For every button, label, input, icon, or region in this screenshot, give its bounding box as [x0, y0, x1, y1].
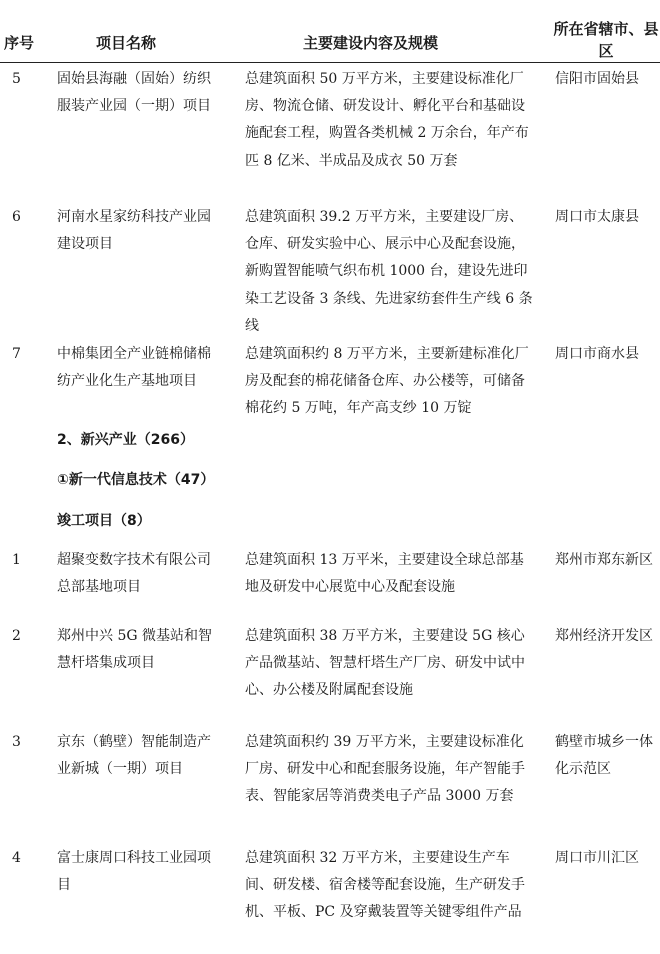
- table-header: [0, 0, 660, 63]
- row-name: 固始县海融（固始）纺织服装产业园（一期）项目: [57, 71, 211, 115]
- row-name: 河南水星家纺科技产业园建设项目: [57, 209, 211, 253]
- row-no: 4: [12, 850, 21, 866]
- row-location: 郑州经济开发区: [555, 628, 653, 644]
- row-content: 总建筑面积约 8 万平方米，主要新建标准化厂房及配套的棉花储备仓库、办公楼等，可储备棉花约 5 万吨，年产高支纱 10 万锭: [245, 346, 529, 417]
- section-heading-it: ①新一代信息技术（47）: [57, 472, 215, 488]
- row-location: 信阳市固始县: [555, 71, 639, 87]
- header-content: 主要建设内容及规模: [303, 34, 439, 52]
- row-name: 富士康周口科技工业园项目: [57, 850, 211, 894]
- section-heading-completed: 竣工项目（8）: [57, 513, 151, 529]
- row-location: 周口市太康县: [555, 209, 639, 225]
- row-name: 郑州中兴 5G 微基站和智慧杆塔集成项目: [57, 628, 212, 672]
- section-heading-industry: 2、新兴产业（266）: [57, 432, 194, 448]
- row-no: 7: [12, 346, 21, 362]
- row-name: 超聚变数字技术有限公司总部基地项目: [57, 552, 211, 596]
- row-no: 6: [12, 209, 21, 225]
- row-content: 总建筑面积 50 万平方米，主要建设标准化厂房、物流仓储、研发设计、孵化平台和基础设施配套工程，购置各类机械 2 万余台，年产布匹 8 亿米、半成品及成衣 50 万套: [245, 71, 529, 169]
- row-no: 2: [12, 628, 21, 644]
- row-content: 总建筑面积 13 万平米，主要建设全球总部基地及研发中心展览中心及配套设施: [245, 552, 524, 596]
- row-location: 周口市川汇区: [555, 850, 639, 866]
- row-name: 中棉集团全产业链棉储棉纺产业化生产基地项目: [57, 346, 211, 390]
- row-location: 周口市商水县: [555, 346, 639, 362]
- row-content: 总建筑面积 38 万平方米，主要建设 5G 核心产品微基站、智慧杆塔生产厂房、研发中试中心、办公楼及附属配套设施: [245, 628, 525, 699]
- row-content: 总建筑面积 39.2 万平方米，主要建设厂房、仓库、研发实验中心、展示中心及配套设施，新购置智能喷气织布机 1000 台，建设先进印染工艺设备 3 条线、先进家纺套件生产线 6 条线: [245, 209, 533, 334]
- row-no: 1: [12, 552, 21, 568]
- row-no: 3: [12, 734, 21, 750]
- header-location: 所在省辖市、县区: [553, 20, 659, 60]
- header-no: 序号: [4, 34, 35, 52]
- header-name: 项目名称: [96, 34, 157, 52]
- row-content: 总建筑面积约 39 万平方米，主要建设标准化厂房、研发中心和配套服务设施，年产智能手表、智能家居等消费类电子产品 3000 万套: [245, 734, 525, 805]
- row-content: 总建筑面积 32 万平方米，主要建设生产车间、研发楼、宿舍楼等配套设施，生产研发手机、平板、PC 及穿戴装置等关键零组件产品: [245, 850, 525, 921]
- row-no: 5: [12, 71, 21, 87]
- row-location: 鹤壁市城乡一体化示范区: [555, 734, 653, 778]
- row-location: 郑州市郑东新区: [555, 552, 653, 568]
- row-name: 京东（鹤壁）智能制造产业新城（一期）项目: [57, 734, 211, 778]
